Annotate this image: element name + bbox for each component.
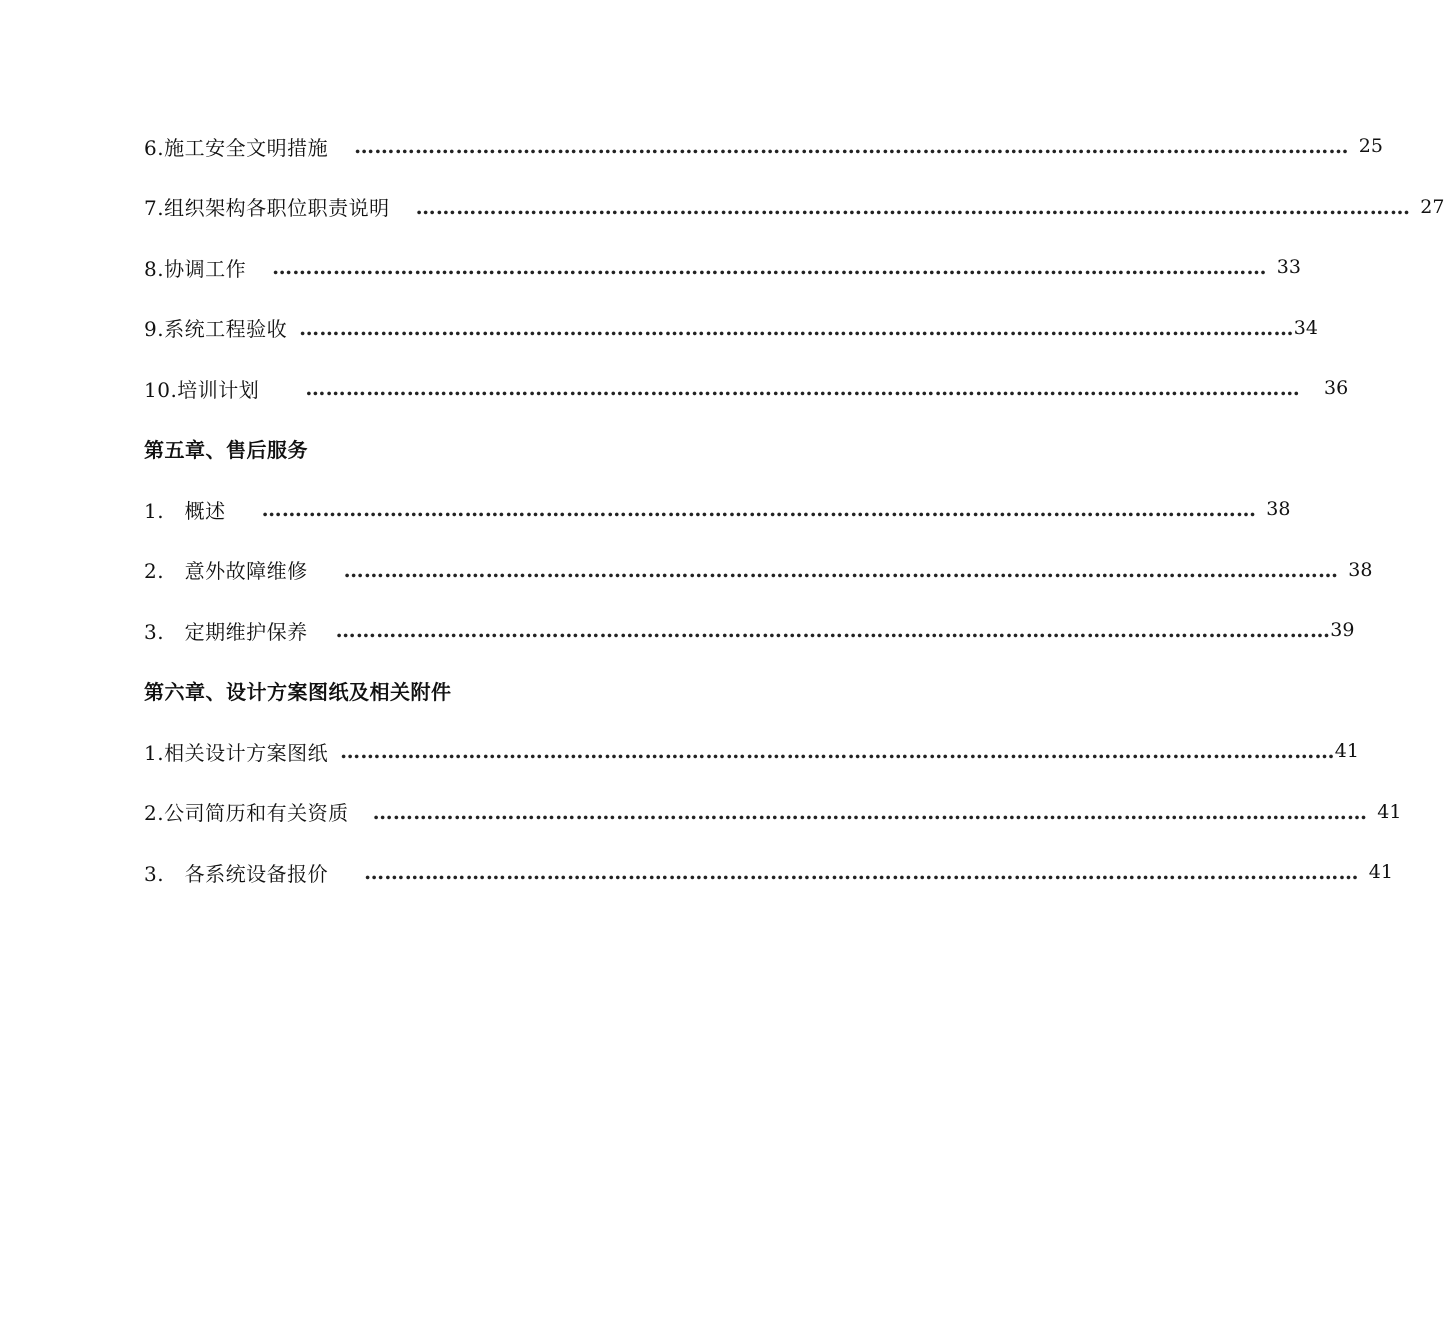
toc-entry-label: 3. 各系统设备报价 xyxy=(144,861,329,886)
toc-entry[interactable] xyxy=(144,116,1383,177)
toc-entry-label: 10.培训计划 xyxy=(144,377,260,402)
dot-leader: ………………………………………………………………………………………………………………………………… xyxy=(364,860,1359,885)
toc-entry-label: 8.协调工作 xyxy=(144,256,247,281)
toc-entry-label: 3. 定期维护保养 xyxy=(144,619,308,644)
toc-entry-label: 1.相关设计方案图纸 xyxy=(144,740,329,765)
toc-page-number: 25 xyxy=(1358,135,1383,158)
toc-page-number: 27 xyxy=(1420,195,1444,218)
chapter-heading: 第六章、设计方案图纸及相关附件 xyxy=(144,680,452,705)
dot-leader: ………………………………………………………………………………………………………………………………… xyxy=(372,799,1368,824)
dot-leader: ………………………………………………………………………………………………………………………………… xyxy=(340,739,1335,764)
toc-entry[interactable] xyxy=(144,298,1318,359)
dot-leader: ………………………………………………………………………………………………………………………………… xyxy=(305,376,1301,401)
toc-entry-label: 7.组织架构各职位职责说明 xyxy=(144,196,390,221)
toc-page-number: 41 xyxy=(1377,800,1402,823)
toc-entry-label: 2.公司简历和有关资质 xyxy=(144,801,349,826)
toc-entry-label: 9.系统工程验收 xyxy=(144,317,288,342)
toc-entry[interactable] xyxy=(144,782,1402,843)
table-of-contents xyxy=(144,116,1444,903)
toc-entry[interactable] xyxy=(144,540,1373,601)
toc-entry[interactable] xyxy=(144,479,1291,540)
toc-page-number: 38 xyxy=(1348,558,1373,581)
toc-page-number: 34 xyxy=(1293,316,1318,339)
toc-page-number: 41 xyxy=(1334,740,1359,763)
toc-page-number: 38 xyxy=(1266,498,1291,521)
dot-leader: ………………………………………………………………………………………………………………………………… xyxy=(415,194,1411,219)
dot-leader: ………………………………………………………………………………………………………………………………… xyxy=(272,255,1267,280)
toc-entry[interactable] xyxy=(144,177,1444,238)
toc-entry-label: 1. 概述 xyxy=(144,498,226,523)
toc-entry-label: 2. 意外故障维修 xyxy=(144,559,308,584)
dot-leader: ………………………………………………………………………………………………………………………………… xyxy=(299,315,1294,340)
toc-entry[interactable] xyxy=(144,358,1349,419)
toc-page-number: 39 xyxy=(1330,619,1355,642)
dot-leader: ………………………………………………………………………………………………………………………………… xyxy=(343,557,1339,582)
dot-leader: ………………………………………………………………………………………………………………………………… xyxy=(354,134,1349,159)
toc-page-number: 41 xyxy=(1368,861,1393,884)
toc-entry[interactable] xyxy=(144,237,1301,298)
toc-entry-label: 6.施工安全文明措施 xyxy=(144,135,329,160)
dot-leader: ………………………………………………………………………………………………………………………………… xyxy=(335,618,1331,643)
toc-entry[interactable] xyxy=(144,721,1359,782)
toc-page-number: 36 xyxy=(1324,377,1349,400)
toc-entry[interactable] xyxy=(144,600,1355,661)
chapter-heading: 第五章、售后服务 xyxy=(144,438,308,463)
dot-leader: ………………………………………………………………………………………………………………………………… xyxy=(261,497,1257,522)
toc-entry[interactable] xyxy=(144,842,1393,903)
toc-page-number: 33 xyxy=(1276,256,1301,279)
